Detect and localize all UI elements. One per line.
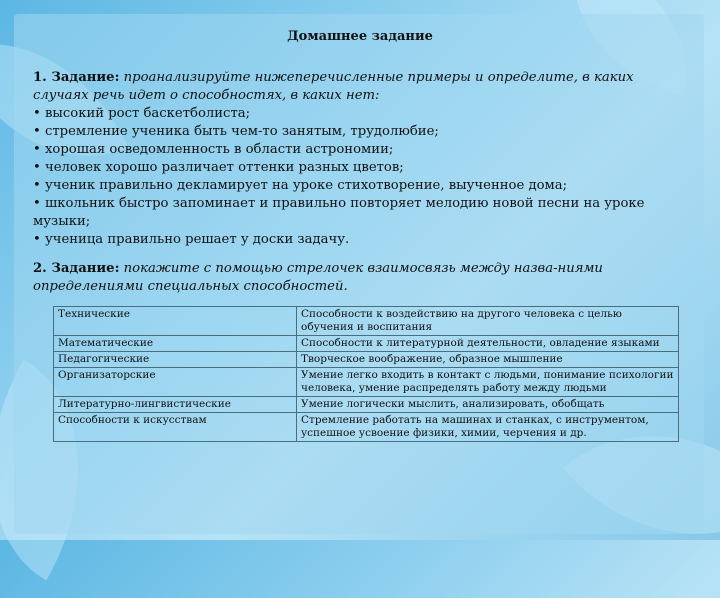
list-item: • ученица правильно решает у доски задачу. xyxy=(33,232,350,247)
table-row xyxy=(54,307,679,336)
table-cell-right[interactable]: Творческое воображение, образное мышление xyxy=(297,352,679,368)
task-2-label: 2. Задание: xyxy=(33,261,120,276)
table-cell-left[interactable]: Педагогические xyxy=(54,352,297,368)
table-cell-right[interactable]: Стремление работать на машинах и станках, с инструментом, успешное усвоение физики, химии, черчения и др. xyxy=(297,413,679,442)
task-2-instruction: покажите с помощью стрелочек взаимосвязь между назва-ниями определениями специальных способностей. xyxy=(33,261,603,294)
table-cell-left[interactable]: Технические xyxy=(54,307,297,336)
table-cell-left[interactable]: Способности к искусствам xyxy=(54,413,297,442)
page-title: Домашнее задание xyxy=(287,29,433,44)
task-2 xyxy=(33,260,693,296)
list-item: • ученик правильно декламирует на уроке стихотворение, выученное дома; xyxy=(33,178,568,193)
table-cell-left[interactable]: Математические xyxy=(54,336,297,352)
table-row xyxy=(54,368,679,397)
list-item: • школьник быстро запоминает и правильно повторяет мелодию новой песни на уроке музыки; xyxy=(33,196,645,229)
list-item: • человек хорошо различает оттенки разных цветов; xyxy=(33,160,404,175)
task-1-label: 1. Задание: xyxy=(33,70,120,85)
task-1 xyxy=(33,69,693,249)
abilities-table xyxy=(53,306,679,442)
task-1-instruction: проанализируйте нижеперечисленные примеры и определите, в каких случаях речь идет о способностях, в каких нет: xyxy=(33,70,634,103)
table-cell-right[interactable]: Способности к литературной деятельности, овладение языками xyxy=(297,336,679,352)
list-item: • высокий рост баскетболиста; xyxy=(33,106,251,121)
table-cell-left[interactable]: Литературно-лингвистические xyxy=(54,397,297,413)
table-row xyxy=(54,336,679,352)
table-cell-left[interactable]: Организаторские xyxy=(54,368,297,397)
table-row xyxy=(54,413,679,442)
table-row xyxy=(54,397,679,413)
table-cell-right[interactable]: Умение логически мыслить, анализировать, обобщать xyxy=(297,397,679,413)
table-row xyxy=(54,352,679,368)
list-item: • стремление ученика быть чем-то занятым, трудолюбие; xyxy=(33,124,439,139)
table-cell-right[interactable]: Умение легко входить в контакт с людьми, понимание психологии человека, умение распределять работу между людьми xyxy=(297,368,679,397)
table-cell-right[interactable]: Способности к воздействию на другого человека с целью обучения и воспитания xyxy=(297,307,679,336)
list-item: • хорошая осведомленность в области астрономии; xyxy=(33,142,394,157)
